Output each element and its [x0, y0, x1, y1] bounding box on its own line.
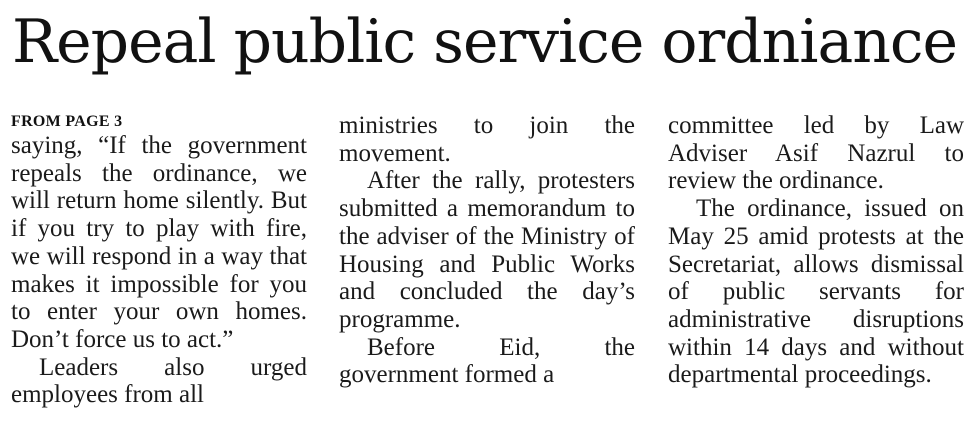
paragraph: After the rally, protesters submitted a memorandum to the adviser of the Ministry of Housing and Public Works and concluded the day’s programme.	[339, 167, 635, 333]
article-column-1	[11, 112, 307, 409]
paragraph: Before Eid, the government formed a	[339, 333, 635, 389]
paragraph: The ordinance, issued on May 25 amid protests at the Secretariat, allows dismissal of public servants for administrative disruptions within 14 days and without departmental proceedings.	[668, 195, 964, 389]
headline: Repeal public service ordniance	[12, 7, 957, 77]
paragraph: Leaders also urged employees from all	[11, 353, 307, 409]
paragraph: ministries to join the movement.	[339, 112, 635, 167]
continuation-kicker: FROM PAGE 3	[11, 113, 123, 130]
article-column-3	[668, 112, 964, 389]
article-column-2	[339, 112, 635, 389]
paragraph: committee led by Law Adviser Asif Nazrul to review the ordinance.	[668, 112, 964, 195]
paragraph: saying, “If the government repeals the ordinance, we will return home silently. But if you try to play with fire, we will respond in a way that makes it impossible for you to enter your own homes. Don’t force us to act.”	[11, 132, 307, 353]
